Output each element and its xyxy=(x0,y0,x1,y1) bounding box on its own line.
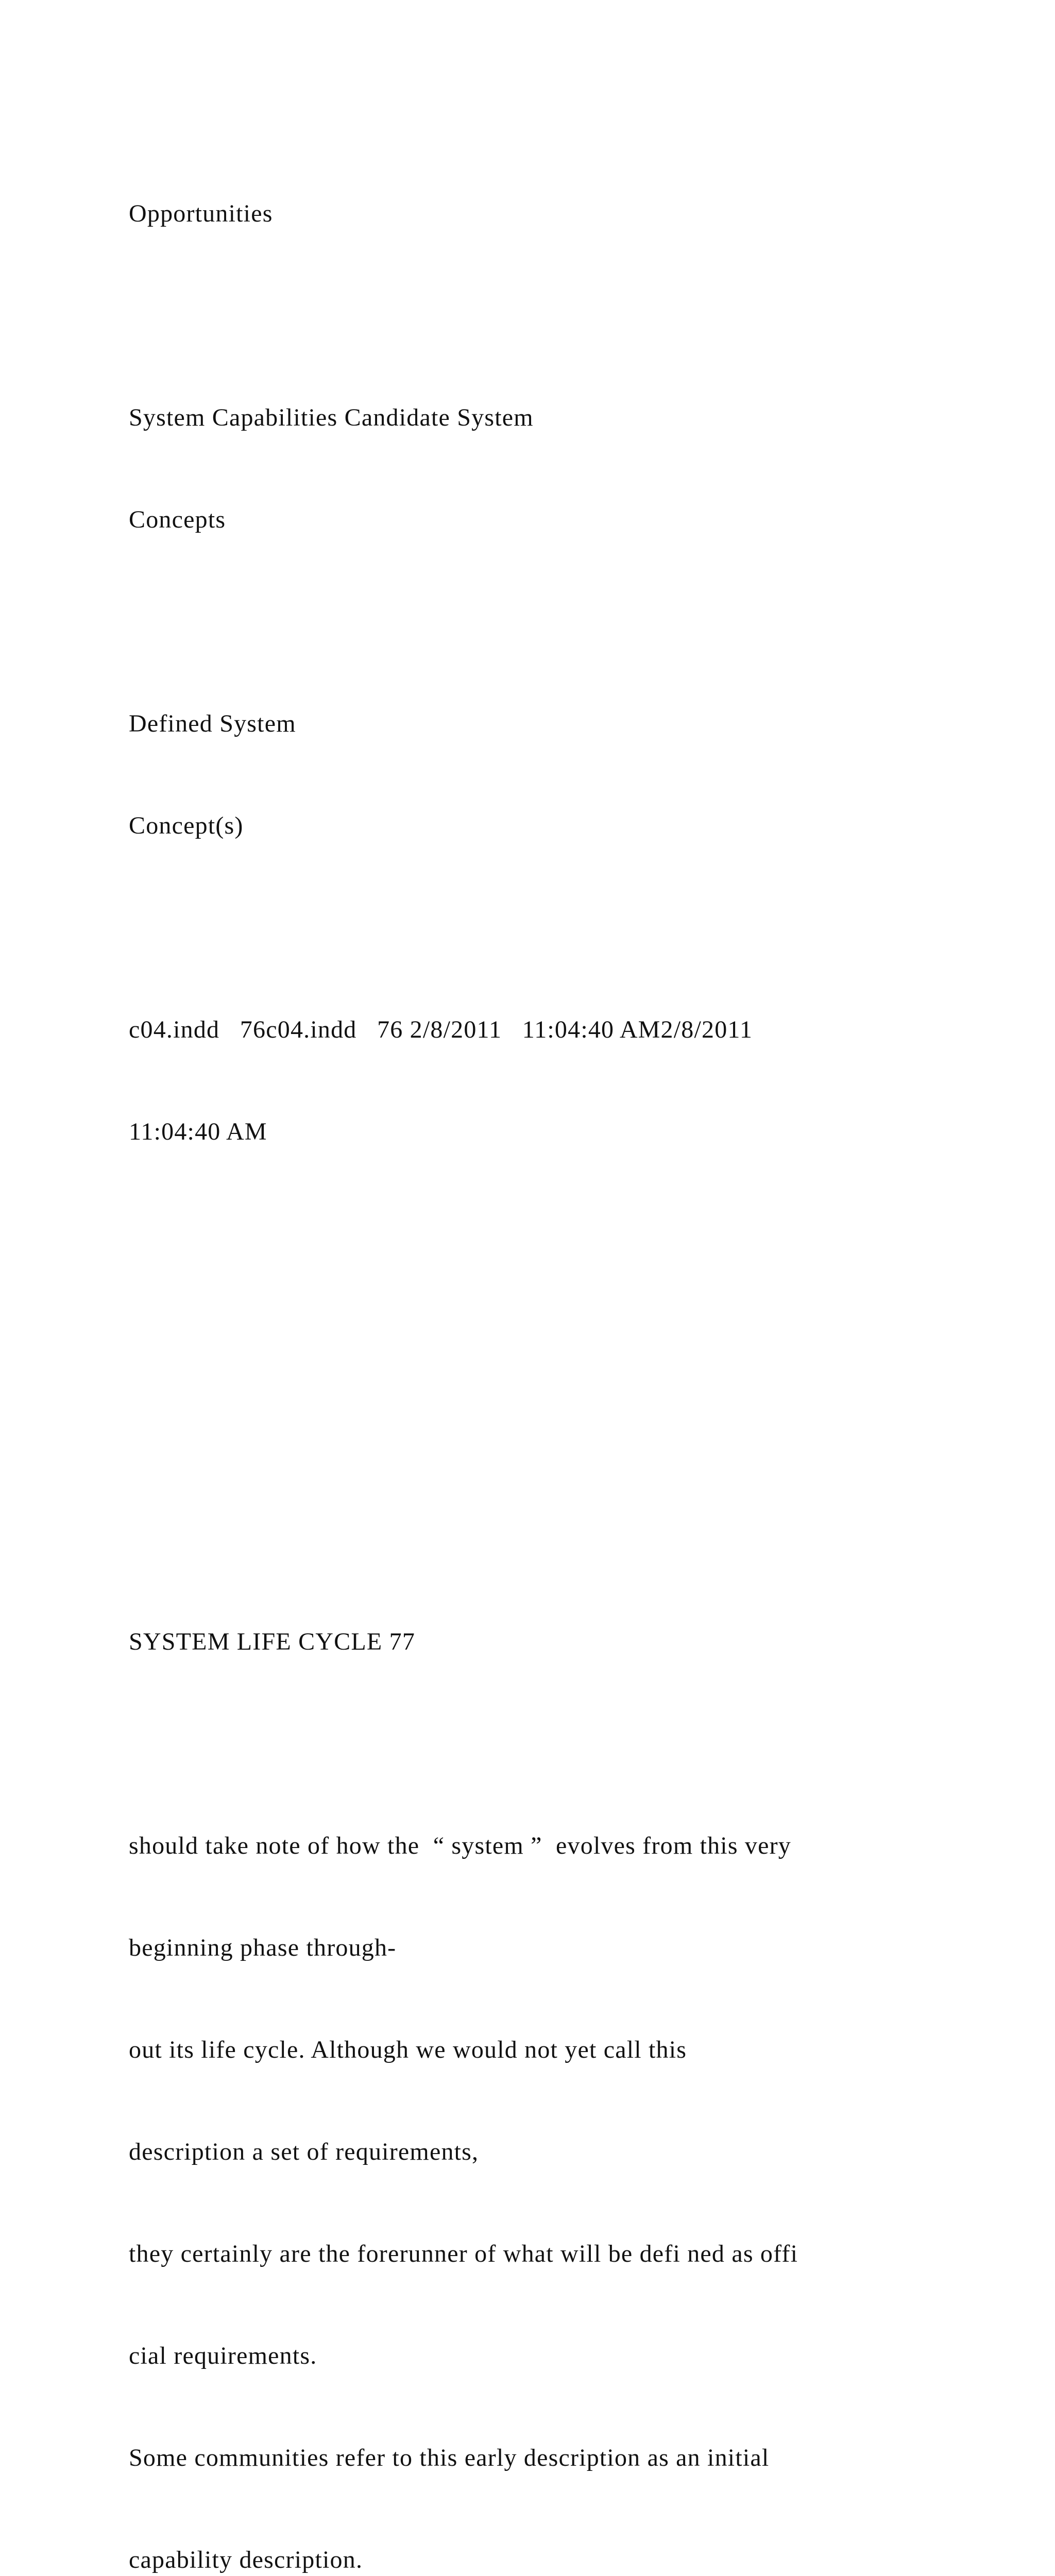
text-line xyxy=(129,1319,979,1353)
text-line: Opportunities xyxy=(129,200,273,227)
text-line: Concepts xyxy=(129,506,226,533)
text-line xyxy=(129,1727,979,1761)
text-line xyxy=(129,299,979,333)
text-line: should take note of how the “ system ” evolves from this very xyxy=(129,1832,792,1859)
text-line: Defined System xyxy=(129,710,296,737)
text-line: they certainly are the forerunner of what will be defi ned as offi xyxy=(129,2240,798,2267)
text-line: cial requirements. xyxy=(129,2342,317,2369)
text-line: System Capabilities Candidate System xyxy=(129,404,534,431)
text-line xyxy=(129,1421,979,1455)
text-line: Some communities refer to this early description as an initial xyxy=(129,2444,770,2471)
text-line: Concept(s) xyxy=(129,812,244,839)
text-line: beginning phase through- xyxy=(129,1934,397,1961)
document-text xyxy=(129,129,979,2576)
text-line: description a set of requirements, xyxy=(129,2138,479,2165)
text-line xyxy=(129,1217,979,1251)
section-heading: SYSTEM LIFE CYCLE 77 xyxy=(129,1628,416,1655)
text-line xyxy=(129,605,979,639)
text-line: out its life cycle. Although we would not yet call this xyxy=(129,2036,687,2063)
text-line: c04.indd 76c04.indd 76 2/8/2011 11:04:40 AM2/8/2011 xyxy=(129,1016,753,1043)
text-line: capability description. xyxy=(129,2546,363,2573)
text-line: 11:04:40 AM xyxy=(129,1118,267,1145)
text-line xyxy=(129,1523,979,1557)
text-line xyxy=(129,911,979,945)
